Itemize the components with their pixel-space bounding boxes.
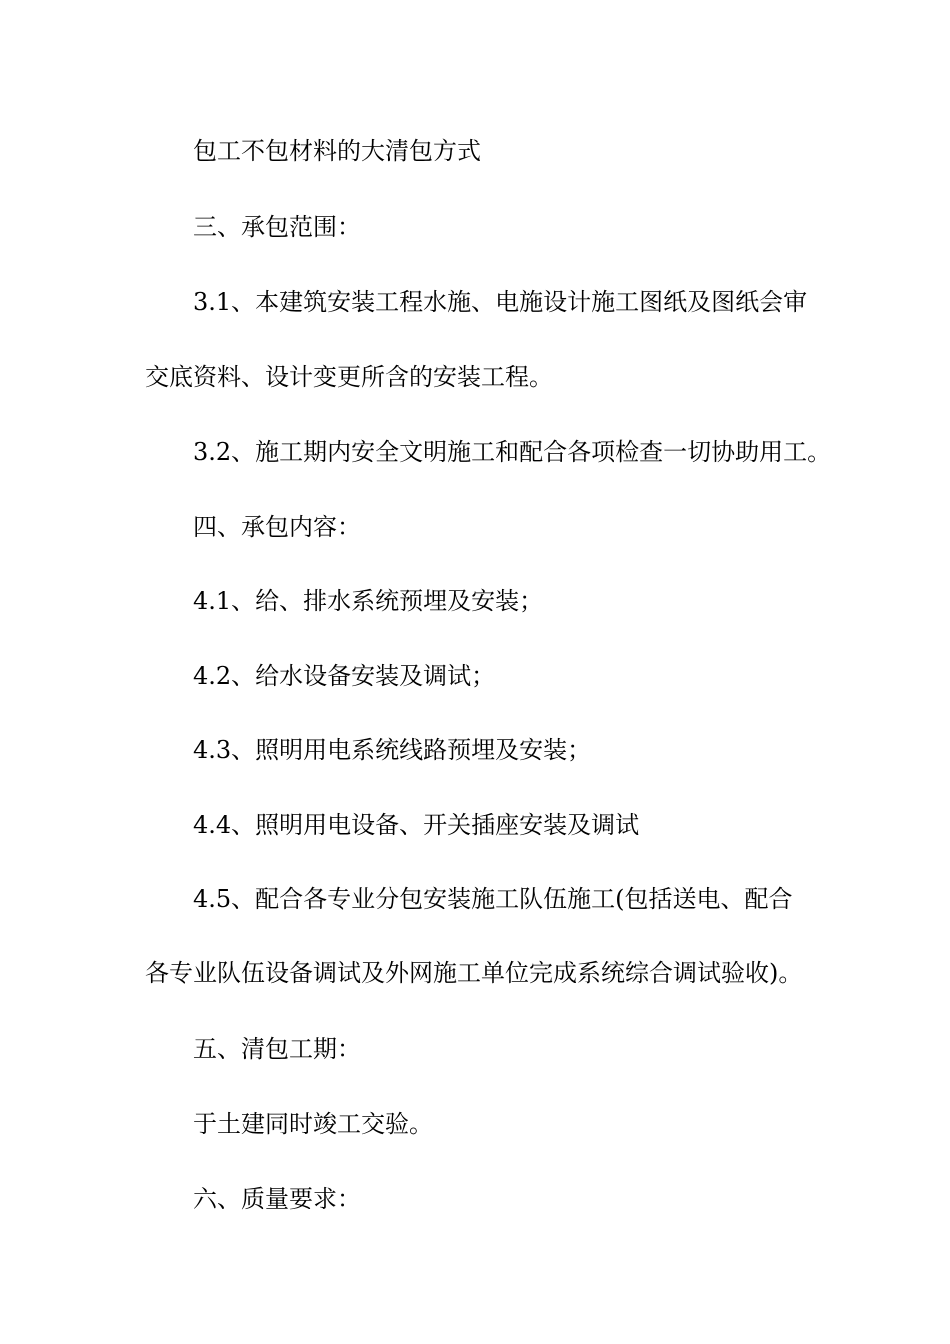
clause-4-5-line-2: 各专业队伍设备调试及外网施工单位完成系统综合调试验收)。 [145,959,803,987]
section-heading-quality: 六、质量要求： [193,1185,361,1213]
contract-method-line: 包工不包材料的大清包方式 [193,137,481,165]
clause-3-1-line-2: 交底资料、设计变更所含的安装工程。 [145,363,553,391]
section-heading-period: 五、清包工期： [193,1035,361,1063]
clause-4-3: 4.3、照明用电系统线路预埋及安装； [193,736,592,764]
period-text: 于土建同时竣工交验。 [193,1110,433,1138]
clause-4-1: 4.1、给、排水系统预埋及安装； [193,587,544,615]
clause-4-5-line-1: 4.5、配合各专业分包安装施工队伍施工(包括送电、配合 [193,885,793,913]
section-heading-scope: 三、承包范围： [193,213,361,241]
section-heading-content: 四、承包内容： [193,513,361,541]
clause-4-2: 4.2、给水设备安装及调试； [193,662,496,690]
clause-4-4: 4.4、照明用电设备、开关插座安装及调试 [193,811,640,839]
clause-3-2: 3.2、施工期内安全文明施工和配合各项检查一切协助用工。 [193,438,832,466]
clause-3-1-line-1: 3.1、本建筑安装工程水施、电施设计施工图纸及图纸会审 [193,288,808,316]
